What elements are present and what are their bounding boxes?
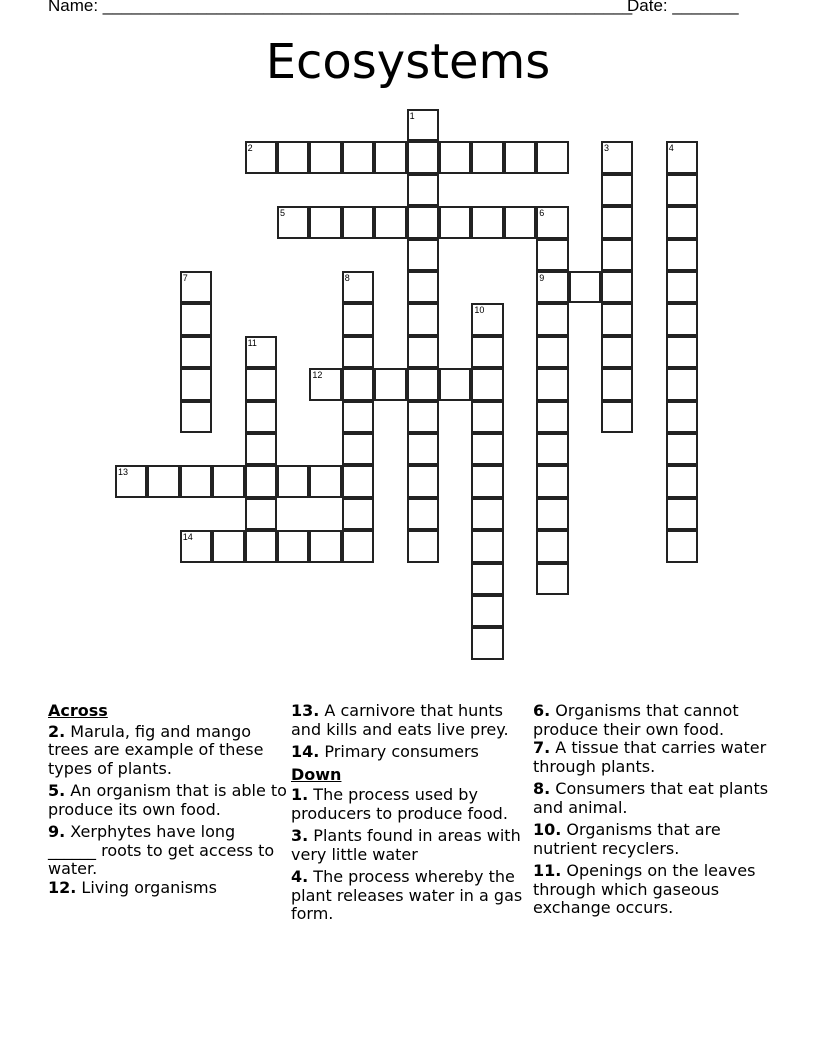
grid-cell[interactable] bbox=[536, 563, 568, 595]
grid-cell[interactable] bbox=[666, 303, 698, 335]
clue-down-6 bbox=[533, 702, 773, 739]
grid-cell[interactable] bbox=[439, 206, 471, 238]
grid-cell[interactable] bbox=[407, 141, 439, 173]
grid-cell[interactable] bbox=[601, 336, 633, 368]
grid-cell[interactable] bbox=[374, 206, 406, 238]
grid-cell[interactable] bbox=[601, 141, 633, 173]
grid-cell[interactable] bbox=[601, 174, 633, 206]
grid-cell[interactable] bbox=[569, 271, 601, 303]
grid-cell[interactable] bbox=[245, 530, 277, 562]
clue-text: Xerphytes have long ______ roots to get access to water. bbox=[48, 822, 275, 878]
clue-number: 13. bbox=[291, 701, 320, 720]
grid-cell[interactable] bbox=[180, 271, 212, 303]
clue-text: Organisms that cannot produce their own food. bbox=[533, 701, 739, 739]
grid-cell[interactable] bbox=[342, 271, 374, 303]
grid-cell[interactable] bbox=[147, 465, 179, 497]
grid-cell[interactable] bbox=[407, 206, 439, 238]
grid-cell[interactable] bbox=[309, 141, 341, 173]
clue-text: The process whereby the plant releases water in a gas form. bbox=[291, 867, 523, 923]
grid-cell[interactable] bbox=[471, 141, 503, 173]
grid-cell[interactable] bbox=[309, 530, 341, 562]
cell-number: 14 bbox=[182, 532, 193, 543]
grid-cell[interactable] bbox=[471, 595, 503, 627]
cell-number: 8 bbox=[344, 273, 350, 283]
clue-down-10 bbox=[533, 821, 773, 858]
clue-across-9 bbox=[48, 823, 288, 879]
page-title: Ecosystems bbox=[265, 34, 551, 90]
cell-number: 2 bbox=[247, 143, 253, 154]
grid-cell[interactable] bbox=[245, 368, 277, 400]
grid-cell[interactable] bbox=[536, 336, 568, 368]
grid-cell[interactable] bbox=[309, 465, 341, 497]
grid-cell[interactable] bbox=[245, 465, 277, 497]
grid-cell[interactable] bbox=[601, 401, 633, 433]
grid-cell[interactable] bbox=[536, 271, 568, 303]
grid-cell[interactable] bbox=[536, 303, 568, 335]
grid-cell[interactable] bbox=[407, 303, 439, 335]
clue-number: 8. bbox=[533, 779, 551, 798]
grid-cell[interactable] bbox=[180, 303, 212, 335]
grid-cell[interactable] bbox=[180, 530, 212, 562]
grid-cell[interactable] bbox=[536, 206, 568, 238]
clue-text: Living organisms bbox=[76, 877, 217, 897]
clues-column-1 bbox=[48, 702, 288, 901]
clue-text: Consumers that eat plants and animal. bbox=[533, 779, 769, 817]
clue-number: 12. bbox=[48, 877, 77, 897]
grid-cell[interactable] bbox=[471, 368, 503, 400]
grid-cell[interactable] bbox=[536, 530, 568, 562]
clue-text: The process used by producers to produce food. bbox=[291, 785, 508, 823]
grid-cell[interactable] bbox=[666, 239, 698, 271]
clue-number: 9. bbox=[48, 822, 66, 841]
grid-cell[interactable] bbox=[309, 368, 341, 400]
grid-cell[interactable] bbox=[471, 433, 503, 465]
cell-number: 5 bbox=[280, 208, 286, 219]
clue-text: Primary consumers bbox=[319, 742, 479, 761]
grid-cell[interactable] bbox=[342, 465, 374, 497]
clue-number: 5. bbox=[48, 781, 66, 800]
cell-number: 9 bbox=[539, 273, 545, 283]
cell-number: 11 bbox=[247, 337, 257, 348]
grid-cell[interactable] bbox=[666, 401, 698, 433]
clue-down-8 bbox=[533, 780, 773, 817]
grid-cell[interactable] bbox=[374, 141, 406, 173]
cell-number: 7 bbox=[182, 273, 188, 283]
grid-cell[interactable] bbox=[212, 465, 244, 497]
grid-cell[interactable] bbox=[536, 433, 568, 465]
grid-cell[interactable] bbox=[245, 336, 277, 368]
grid-cell[interactable] bbox=[666, 141, 698, 173]
grid-cell[interactable] bbox=[439, 141, 471, 173]
clue-text: A tissue that carries water through plants. bbox=[533, 738, 767, 776]
grid-cell[interactable] bbox=[666, 465, 698, 497]
clue-down-1 bbox=[291, 786, 531, 823]
grid-cell[interactable] bbox=[407, 174, 439, 206]
grid-cell[interactable] bbox=[407, 433, 439, 465]
grid-cell[interactable] bbox=[666, 206, 698, 238]
clues-column-3 bbox=[533, 702, 773, 922]
grid-cell[interactable] bbox=[536, 465, 568, 497]
clue-across-12 bbox=[48, 879, 288, 898]
grid-cell[interactable] bbox=[407, 239, 439, 271]
grid-cell[interactable] bbox=[601, 206, 633, 238]
grid-cell[interactable] bbox=[180, 401, 212, 433]
cell-number: 4 bbox=[668, 143, 674, 154]
grid-cell[interactable] bbox=[277, 465, 309, 497]
grid-cell[interactable] bbox=[471, 498, 503, 530]
grid-cell[interactable] bbox=[601, 271, 633, 303]
date-field[interactable]: Date: _______ bbox=[627, 0, 739, 15]
grid-cell[interactable] bbox=[342, 303, 374, 335]
clue-down-4 bbox=[291, 868, 531, 924]
across-heading: Across bbox=[48, 701, 108, 720]
grid-cell[interactable] bbox=[180, 336, 212, 368]
clue-number: 3. bbox=[291, 826, 309, 845]
grid-cell[interactable] bbox=[536, 368, 568, 400]
clue-across-5 bbox=[48, 782, 288, 819]
clue-text: Openings on the leaves through which gaseous exchange occurs. bbox=[533, 861, 756, 917]
grid-cell[interactable] bbox=[407, 271, 439, 303]
grid-cell[interactable] bbox=[277, 141, 309, 173]
clue-number: 11. bbox=[533, 861, 562, 880]
grid-cell[interactable] bbox=[666, 271, 698, 303]
grid-cell[interactable] bbox=[277, 530, 309, 562]
clue-down-11 bbox=[533, 862, 773, 918]
down-heading: Down bbox=[291, 764, 342, 784]
grid-cell[interactable] bbox=[504, 206, 536, 238]
grid-cell[interactable] bbox=[180, 368, 212, 400]
grid-cell[interactable] bbox=[536, 239, 568, 271]
clue-number: 10. bbox=[533, 820, 562, 839]
grid-cell[interactable] bbox=[245, 433, 277, 465]
grid-cell[interactable] bbox=[407, 336, 439, 368]
cell-number: 13 bbox=[118, 467, 129, 478]
grid-cell[interactable] bbox=[536, 141, 568, 173]
grid-cell[interactable] bbox=[342, 141, 374, 173]
grid-cell[interactable] bbox=[471, 401, 503, 433]
grid-cell[interactable] bbox=[342, 530, 374, 562]
grid-cell[interactable] bbox=[407, 401, 439, 433]
clue-number: 7. bbox=[533, 738, 551, 757]
grid-cell[interactable] bbox=[536, 401, 568, 433]
grid-cell[interactable] bbox=[471, 563, 503, 595]
grid-cell[interactable] bbox=[342, 336, 374, 368]
clue-number: 1. bbox=[291, 785, 309, 804]
cell-number: 3 bbox=[604, 143, 610, 154]
grid-cell[interactable] bbox=[407, 109, 439, 141]
grid-cell[interactable] bbox=[666, 174, 698, 206]
grid-cell[interactable] bbox=[666, 498, 698, 530]
clue-text: An organism that is able to produce its own food. bbox=[48, 781, 287, 819]
cell-number: 6 bbox=[539, 208, 545, 219]
grid-cell[interactable] bbox=[536, 498, 568, 530]
grid-cell[interactable] bbox=[471, 627, 503, 659]
grid-cell[interactable] bbox=[115, 465, 147, 497]
cell-number: 1 bbox=[409, 111, 415, 121]
grid-cell[interactable] bbox=[407, 498, 439, 530]
grid-cell[interactable] bbox=[407, 368, 439, 400]
clue-text: Organisms that are nutrient recyclers. bbox=[533, 820, 721, 858]
clue-down-7 bbox=[533, 739, 773, 776]
grid-cell[interactable] bbox=[245, 141, 277, 173]
grid-cell[interactable] bbox=[666, 368, 698, 400]
grid-cell[interactable] bbox=[601, 303, 633, 335]
grid-cell[interactable] bbox=[342, 368, 374, 400]
clue-number: 2. bbox=[48, 721, 66, 741]
clue-number: 14. bbox=[291, 742, 320, 761]
grid-cell[interactable] bbox=[407, 530, 439, 562]
grid-cell[interactable] bbox=[245, 401, 277, 433]
grid-cell[interactable] bbox=[212, 530, 244, 562]
grid-cell[interactable] bbox=[439, 368, 471, 400]
clue-number: 6. bbox=[533, 701, 551, 720]
grid-cell[interactable] bbox=[342, 433, 374, 465]
clue-text: Plants found in areas with very little water bbox=[291, 826, 521, 864]
clue-number: 4. bbox=[291, 867, 309, 886]
grid-cell[interactable] bbox=[471, 465, 503, 497]
grid-cell[interactable] bbox=[277, 206, 309, 238]
grid-cell[interactable] bbox=[601, 239, 633, 271]
clues-column-2 bbox=[291, 702, 531, 928]
cell-number: 10 bbox=[474, 305, 485, 316]
grid-cell[interactable] bbox=[666, 433, 698, 465]
grid-cell[interactable] bbox=[407, 465, 439, 497]
grid-cell[interactable] bbox=[374, 368, 406, 400]
clue-across-14 bbox=[291, 743, 531, 762]
name-field[interactable]: Name: ________________________________________________________ bbox=[48, 0, 633, 15]
grid-cell[interactable] bbox=[666, 530, 698, 562]
grid-cell[interactable] bbox=[471, 530, 503, 562]
clue-across-2 bbox=[48, 723, 288, 779]
grid-cell[interactable] bbox=[342, 498, 374, 530]
grid-cell[interactable] bbox=[471, 303, 503, 335]
cell-number: 12 bbox=[312, 370, 323, 381]
grid-cell[interactable] bbox=[309, 206, 341, 238]
grid-cell[interactable] bbox=[342, 206, 374, 238]
grid-cell[interactable] bbox=[471, 336, 503, 368]
grid-cell[interactable] bbox=[504, 141, 536, 173]
clue-across-13 bbox=[291, 702, 531, 739]
crossword-grid bbox=[116, 110, 716, 670]
clue-down-3 bbox=[291, 827, 531, 864]
grid-cell[interactable] bbox=[601, 368, 633, 400]
grid-cell[interactable] bbox=[471, 206, 503, 238]
grid-cell[interactable] bbox=[666, 336, 698, 368]
clue-text: A carnivore that hunts and kills and eats live prey. bbox=[291, 701, 509, 739]
grid-cell[interactable] bbox=[245, 498, 277, 530]
grid-cell[interactable] bbox=[180, 465, 212, 497]
grid-cell[interactable] bbox=[342, 401, 374, 433]
clue-text: Marula, fig and mango trees are example of these types of plants. bbox=[48, 721, 264, 778]
